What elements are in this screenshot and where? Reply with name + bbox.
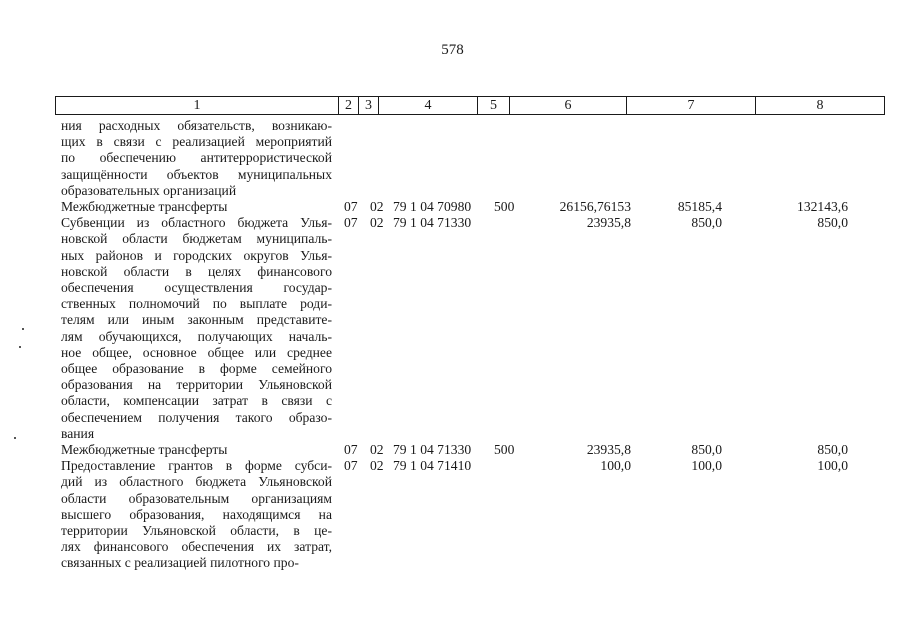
description-line: Межбюджетные трансферты: [61, 442, 228, 458]
table-row: [0, 199, 905, 215]
section-code: 07: [344, 199, 358, 215]
column-header-2: 2: [339, 97, 359, 115]
amount-col-8: 100,0: [817, 458, 848, 474]
description-line: по обеспечению антитеррористической: [61, 150, 332, 166]
target-article-code: 79 1 04 71330: [393, 442, 472, 458]
amount-col-7: 850,0: [691, 442, 722, 458]
target-article-code: 79 1 04 70980: [393, 199, 472, 215]
column-header-7: 7: [627, 97, 756, 115]
amount-col-6: 26156,76153: [559, 199, 631, 215]
target-article-code: 79 1 04 71410: [393, 458, 472, 474]
description-line: лям обучающихся, получающих началь-: [61, 328, 332, 344]
column-header-1: 1: [56, 97, 339, 115]
amount-col-6: 23935,8: [586, 442, 631, 458]
row-description: [61, 458, 332, 571]
description-line: обеспечением получения такого образо-: [61, 409, 332, 425]
column-header-5: 5: [478, 97, 510, 115]
description-line: области образовательным организациям: [61, 490, 332, 506]
row-description: [61, 442, 332, 458]
description-line: ных районов и городских округов Улья-: [61, 247, 332, 263]
section-code: 07: [344, 215, 358, 231]
amount-col-7: 850,0: [691, 215, 722, 231]
amount-col-7: 100,0: [691, 458, 722, 474]
description-line: высшего образования, находящимся на: [61, 506, 332, 522]
description-line: территории Ульяновской области, в це-: [61, 523, 332, 539]
expense-type-code: 500: [494, 199, 515, 215]
column-header-table: [55, 96, 885, 115]
table-row: [0, 215, 905, 442]
row-description: [61, 118, 332, 199]
description-line: дий из областного бюджета Ульяновской: [61, 474, 332, 490]
column-header-3: 3: [359, 97, 379, 115]
column-header-4: 4: [379, 97, 478, 115]
column-header-6: 6: [510, 97, 627, 115]
amount-col-6: 100,0: [600, 458, 631, 474]
table-row: [0, 458, 905, 571]
description-line: щих в связи с реализацией мероприятий: [61, 134, 332, 150]
description-line: ния расходных обязательств, возникаю-: [61, 118, 332, 133]
description-line: области, компенсации затрат в связи с: [61, 393, 332, 409]
description-line: телям или иным законным представите-: [61, 312, 332, 328]
description-line: Межбюджетные трансферты: [61, 199, 228, 215]
description-line: связанных с реализацией пилотного про-: [61, 555, 299, 571]
row-description: [61, 199, 332, 215]
amount-col-8: 850,0: [817, 442, 848, 458]
table-row: [0, 442, 905, 458]
section-code: 07: [344, 458, 358, 474]
description-line: Предоставление грантов в форме субси-: [61, 458, 332, 474]
description-line: вания: [61, 425, 95, 441]
column-header-8: 8: [756, 97, 885, 115]
scan-speck: [14, 437, 16, 439]
amount-col-7: 85185,4: [677, 199, 722, 215]
description-line: Субвенции из областного бюджета Улья-: [61, 215, 332, 231]
description-line: ственных полномочий по выплате роди-: [61, 296, 332, 312]
subsection-code: 02: [370, 458, 384, 474]
description-line: образовательных организаций: [61, 182, 237, 198]
description-line: общее образование в форме семейного: [61, 361, 332, 377]
amount-col-6: 23935,8: [586, 215, 631, 231]
scan-speck: [22, 328, 24, 330]
subsection-code: 02: [370, 215, 384, 231]
description-line: новской области бюджетам муниципаль-: [61, 231, 332, 247]
target-article-code: 79 1 04 71330: [393, 215, 472, 231]
page-number: 578: [441, 42, 464, 58]
scan-speck: [19, 346, 21, 348]
description-line: лях финансового обеспечения их затрат,: [61, 539, 332, 555]
table-row: [0, 118, 905, 199]
amount-col-8: 132143,6: [797, 199, 848, 215]
description-line: образования на территории Ульяновской: [61, 377, 332, 393]
description-line: обеспечения осуществления государ-: [61, 280, 332, 296]
expense-type-code: 500: [494, 442, 515, 458]
subsection-code: 02: [370, 442, 384, 458]
column-header-row: [56, 97, 885, 115]
description-line: защищённости объектов муниципальных: [61, 166, 332, 182]
subsection-code: 02: [370, 199, 384, 215]
description-line: новской области в целях финансового: [61, 263, 332, 279]
row-description: [61, 215, 332, 442]
section-code: 07: [344, 442, 358, 458]
description-line: ное общее, основное общее или среднее: [61, 344, 332, 360]
amount-col-8: 850,0: [817, 215, 848, 231]
budget-rows: [0, 118, 905, 572]
